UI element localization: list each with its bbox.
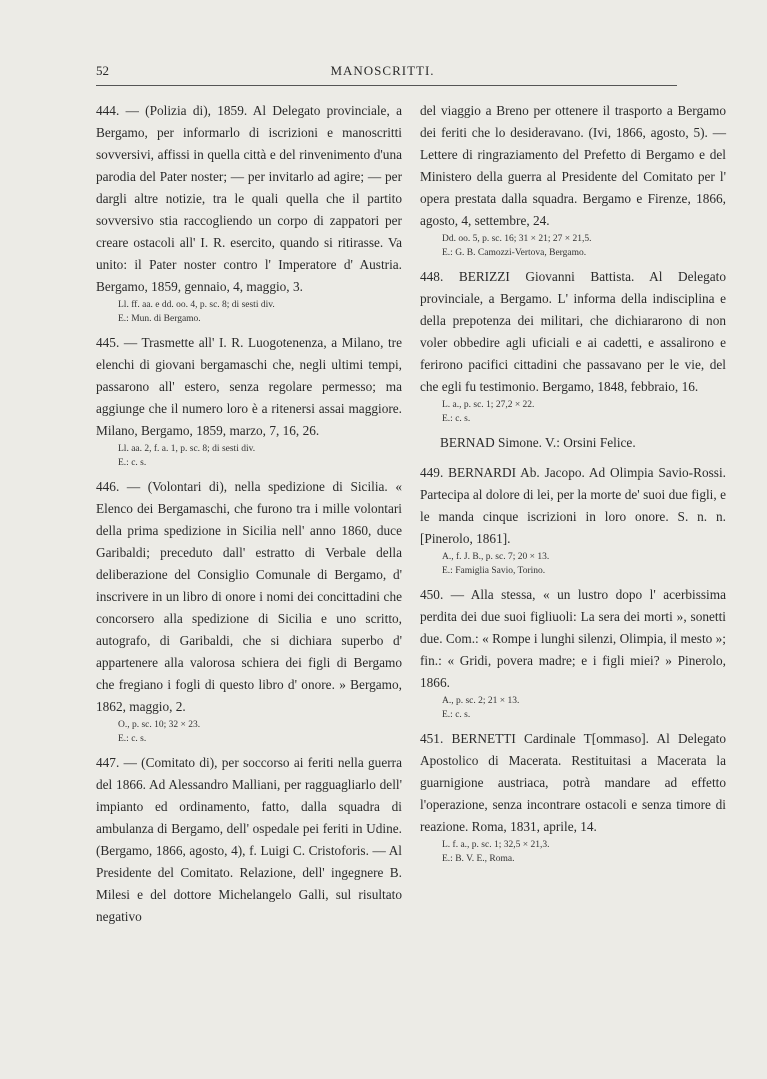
catalog-entry [96,332,402,470]
entry-note: E.: c. s. [118,458,147,468]
catalog-entry [96,752,402,928]
entry-note: A., p. sc. 2; 21 × 13. [442,696,520,706]
page-header [88,61,677,83]
entry-text: 446. — (Volontari di), nella spedizione di Sicilia. « Elenco dei Bergamaschi, che furono tra i mille volontari della prima spedizione in Sicilia nell' anno 1860, duce Garibaldi; preceduto dall' estratto di Verbale della deliberazione del Consiglio Comunale di Bergamo, d' inscrivere in un libro di onore i nomi dei concittadini che concorsero alla spedizione di Sicilia e uno scritto, autografo, di Garibaldi, che si dichiara superbo d' appartenere alla valorosa schiera dei figli di Bergamo che fregiano i fogli di questo libro d' onore. » Bergamo, 1862, maggio, 2. [96,479,402,714]
entry-text: del viaggio a Breno per ottenere il trasporto a Bergamo dei feriti che lo desideravano. (Ivi, 1866, agosto, 5). — Lettere di ringraziamento del Prefetto di Bergamo e del Ministero della guerra al Presidente del Comitato per l' opera prestata dalla squadra. Bergamo e Firenze, 1866, agosto, 4, settembre, 24. [420,103,726,228]
catalog-entry [420,728,726,866]
entry-text: 445. — Trasmette all' I. R. Luogotenenza, a Milano, tre elenchi di giovani bergamaschi che, negli ultimi tempi, passarono all' estero, senza regolare permesso; ma aggiunge che il numero loro è a ritenersi assai maggiore. Milano, Bergamo, 1859, marzo, 7, 16, 26. [96,335,402,438]
entry-note: L. a., p. sc. 1; 27,2 × 22. [442,400,535,410]
entry-note: E.: Famiglia Savio, Torino. [442,566,546,576]
catalog-entry [96,100,402,326]
entry-note: Ll. aa. 2, f. a. 1, p. sc. 8; di sesti div. [118,444,256,454]
entry-note: E.: G. B. Camozzi-Vertova, Bergamo. [442,248,587,258]
left-column [96,100,402,934]
entry-text: 447. — (Comitato di), per soccorso ai feriti nella guerra del 1866. Ad Alessandro Malliani, per ragguagliarlo dell' impianto ed ordinamento, fatto, dalla squadra di ambulanza di Bergamo, dell' ospedale pei feriti in Udine. (Bergamo, 1866, agosto, 4), f. Luigi C. Cristoforis. — Al Presidente del Comitato. Relazione, dell' ingegnere B. Milesi e del dottore Michelangelo Galli, sul risultato negativo [96,755,402,924]
catalog-entry [420,266,726,426]
header-rule [96,85,677,86]
right-column [420,100,726,872]
entry-note: E.: c. s. [118,734,147,744]
catalog-entry [420,584,726,722]
entry-text: 451. BERNETTI Cardinale T[ommaso]. Al Delegato Apostolico di Macerata. Restituitasi a Macerata la guarnigione austriaca, potrà mandare ad effetto l'operazione, senza incontrare ostacoli e senza timore di reazione. Roma, 1831, aprile, 14. [420,731,726,834]
catalog-entry [420,462,726,578]
entry-note: E.: c. s. [442,414,471,424]
entry-text: 444. — (Polizia di), 1859. Al Delegato provinciale, a Bergamo, per informarlo di iscrizioni e manoscritti sovversivi, affissi in quella città e del rinvenimento d'una parodia del Pater noster; — per invitarlo ad agire; — per dargli altre notizie, tra le quali quella che il partito sovversivo stia raccogliendo un corpo di zappatori per creare ostacoli all' I. R. esercito, quando si ritirasse. Va unito: il Pater noster contro l' Imperatore d' Austria. Bergamo, 1859, gennaio, 4, maggio, 3. [96,103,402,294]
running-title: MANOSCRITTI. [330,63,435,78]
catalog-entry [96,476,402,746]
entry-text: 448. BERIZZI Giovanni Battista. Al Delegato provinciale, a Bergamo. L' informa della indisciplina e della prepotenza dei militari, che dichiararono di non voler obbedire agli uficiali e ai cadetti, e assalirono e ferirono pacifici cittadini che passavano per le vie, del che egli fu testimonio. Bergamo, 1848, febbraio, 16. [420,269,726,394]
entry-note: O., p. sc. 10; 32 × 23. [118,720,201,730]
catalog-entry [420,100,726,260]
entry-note: E.: Mun. di Bergamo. [118,314,201,324]
entry-note: E.: B. V. E., Roma. [442,854,515,864]
entry-text: 449. BERNARDI Ab. Jacopo. Ad Olimpia Savio-Rossi. Partecipa al dolore di lei, per la morte de' suoi due figli, e le manda cinque iscrizioni in loro onore. S. n. n. [Pinerolo, 1861]. [420,465,726,546]
entry-note: E.: c. s. [442,710,471,720]
page-number: 52 [96,63,109,78]
entry-note: Ll. ff. aa. e dd. oo. 4, p. sc. 8; di sesti div. [118,300,275,310]
cross-reference: BERNAD Simone. V.: Orsini Felice. [440,435,636,450]
entry-note: Dd. oo. 5, p. sc. 16; 31 × 21; 27 × 21,5. [442,234,592,244]
entry-text: 450. — Alla stessa, « un lustro dopo l' acerbissima perdita dei due suoi figliuoli: La sera dei morti », sonetti due. Com.: « Rompe i lunghi silenzi, Olimpia, il mesto »; fin.: « Gridi, povera madre; e i figli miei? » Pinerolo, 1866. [420,587,726,690]
entry-note: A., f. J. B., p. sc. 7; 20 × 13. [442,552,550,562]
entry-note: L. f. a., p. sc. 1; 32,5 × 21,3. [442,840,550,850]
